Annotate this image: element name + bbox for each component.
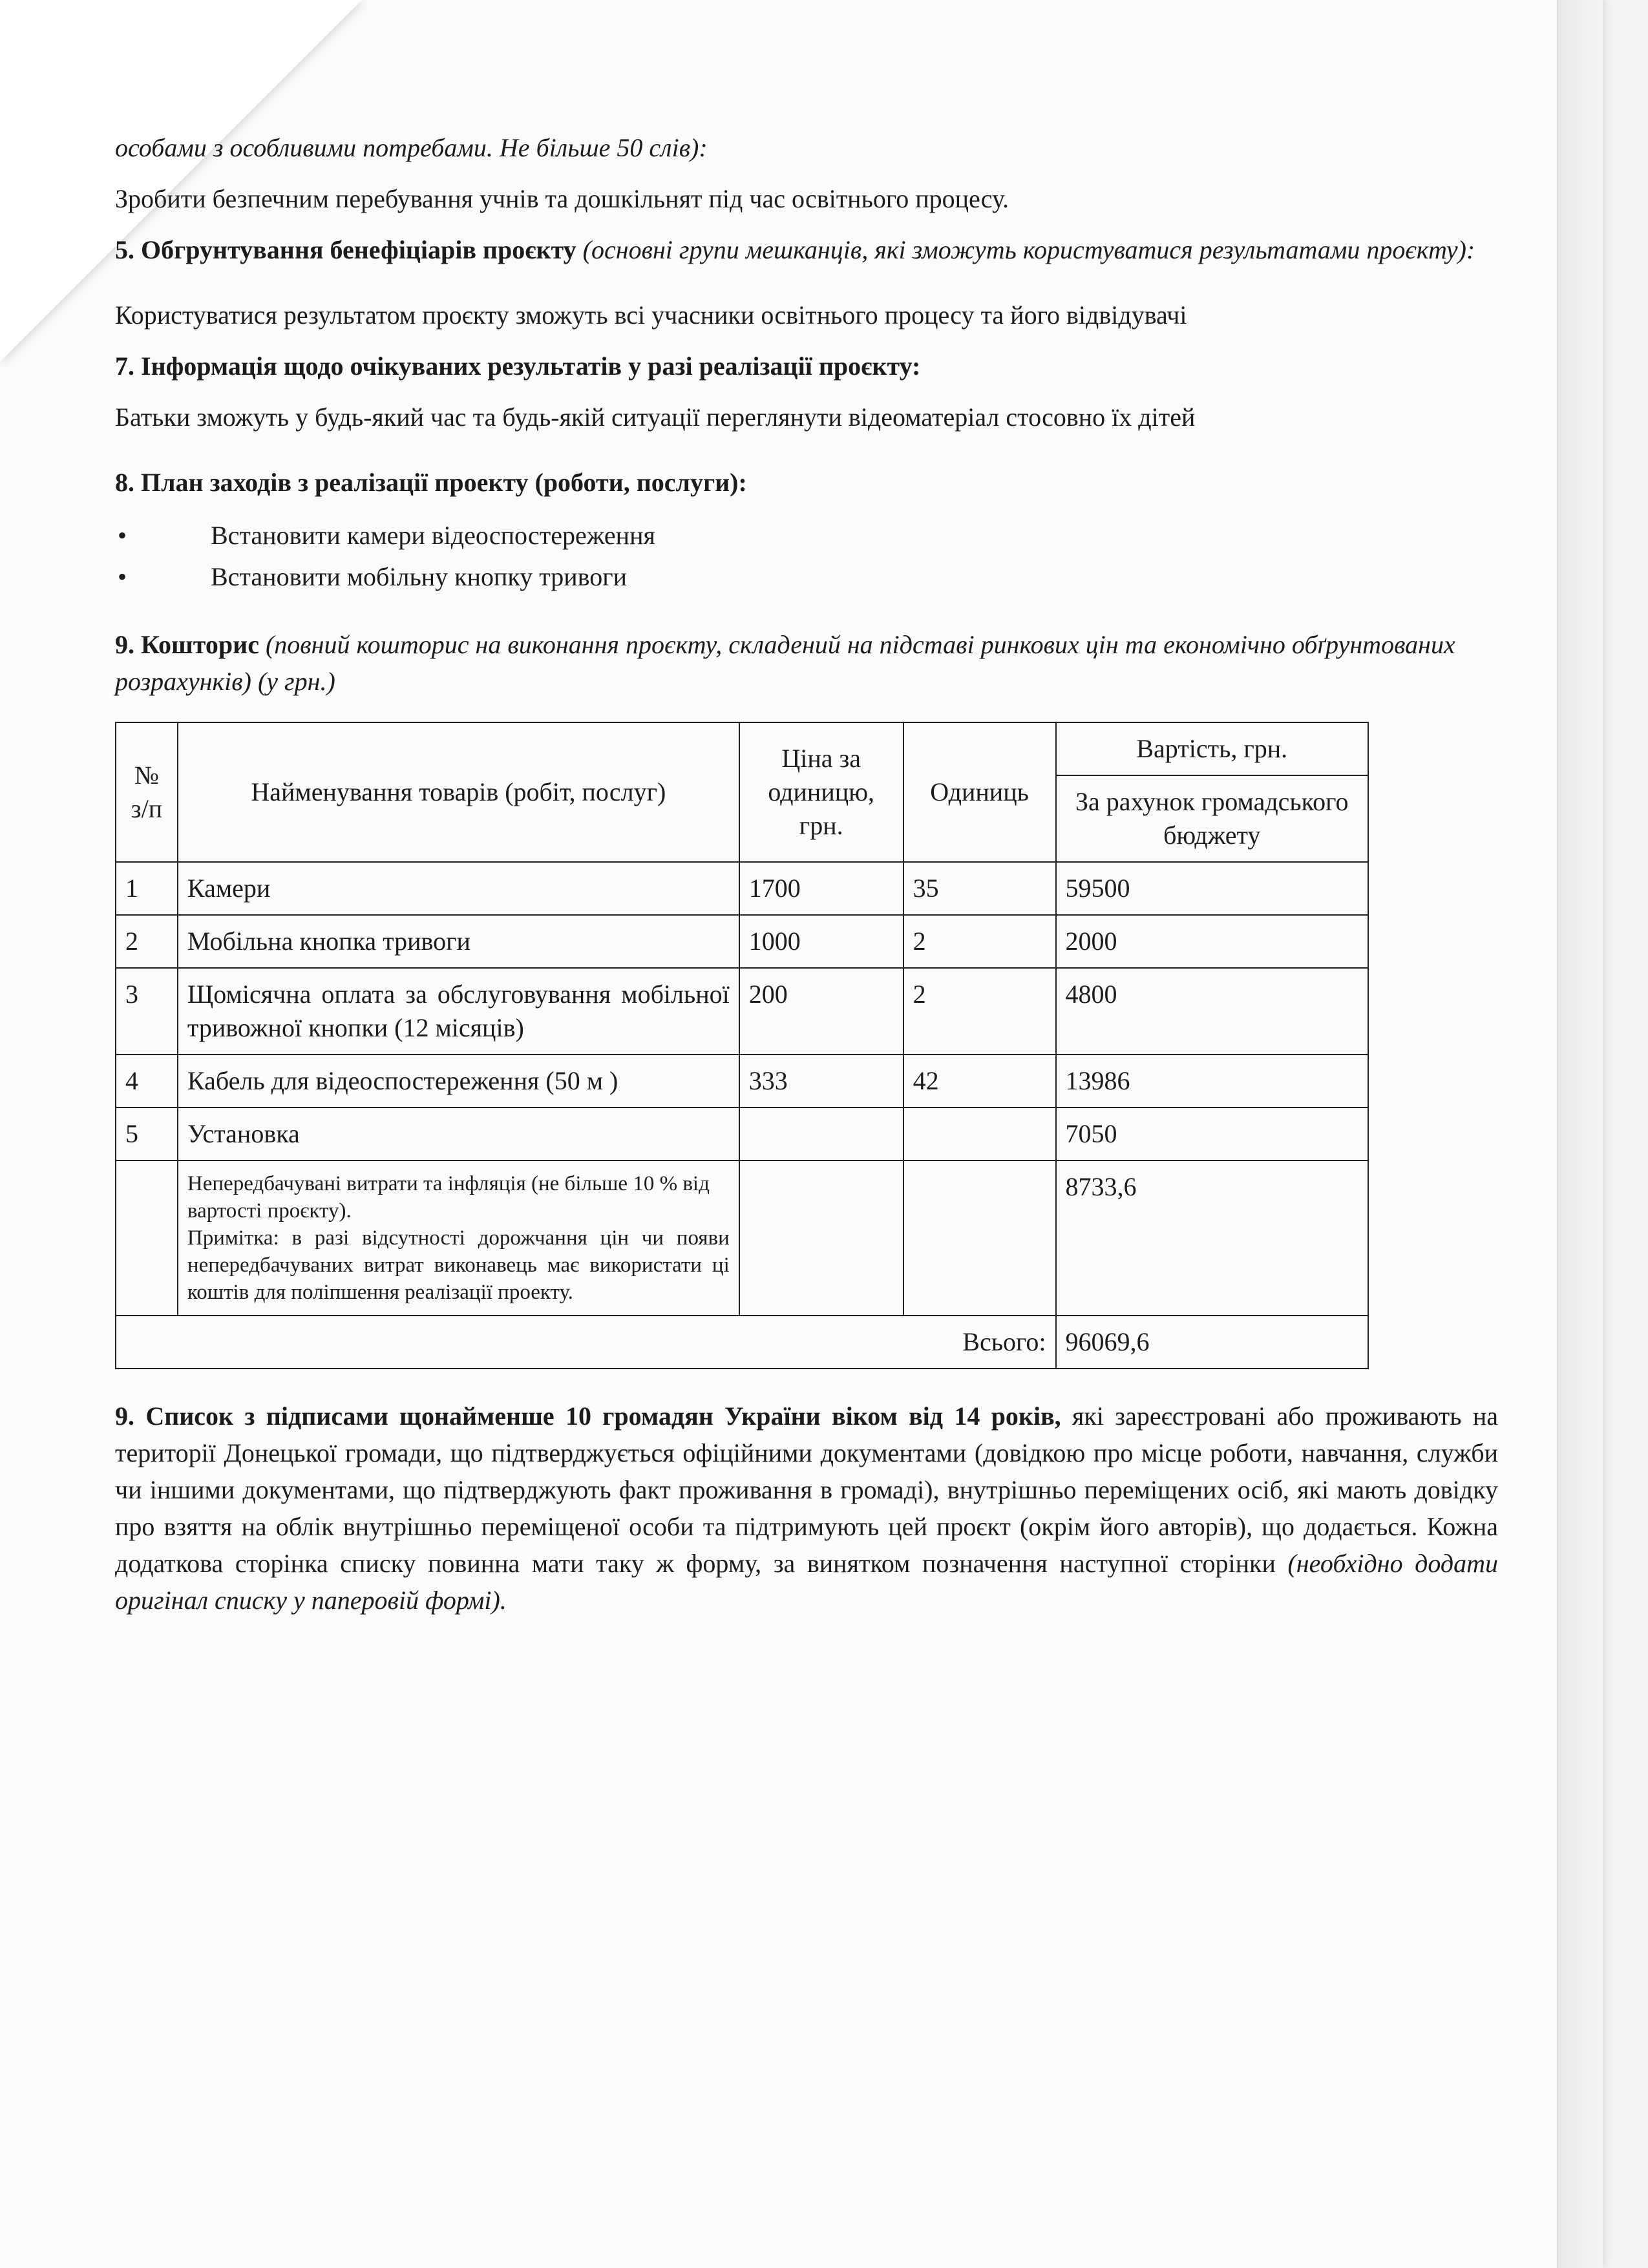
total-label: Всього: bbox=[116, 1316, 1056, 1369]
section-7-text: Батьки зможуть у будь-який час та будь-якій ситуації переглянути відеоматеріал стосовно їх дітей bbox=[115, 403, 1196, 432]
cell-num: 3 bbox=[116, 968, 178, 1055]
cell-total: 7050 bbox=[1056, 1108, 1369, 1160]
cell-total: 59500 bbox=[1056, 862, 1369, 915]
cell-num: 4 bbox=[116, 1055, 178, 1108]
section-9b bbox=[115, 1398, 1498, 1619]
header-cost: Вартість, грн. bbox=[1056, 722, 1369, 775]
section-5-heading: 5. Обгрунтування бенефіціарів проєкту bbox=[115, 235, 576, 264]
cell-total: 13986 bbox=[1056, 1055, 1369, 1108]
table-row bbox=[116, 968, 1368, 1055]
section-5-text: Користуватися результатом проєкту зможуть всі учасники освітнього процесу та його відвідувачі bbox=[115, 300, 1187, 330]
section-5-note: (основні групи мешканців, які зможуть користуватися результатами проєкту): bbox=[582, 235, 1475, 264]
cell-total: 8733,6 bbox=[1056, 1160, 1369, 1316]
cell-price bbox=[739, 1108, 903, 1160]
header-price: Ціна за одиницю, грн. bbox=[739, 722, 903, 862]
cell-name: Мобільна кнопка тривоги bbox=[178, 915, 739, 968]
cell-price: 333 bbox=[739, 1055, 903, 1108]
total-value: 96069,6 bbox=[1056, 1316, 1369, 1369]
cell-units: 2 bbox=[903, 968, 1056, 1055]
section-9b-heading: 9. Список з підписами щонайменше 10 громадян України віком від 14 років, bbox=[115, 1402, 1061, 1431]
page-edge bbox=[1557, 0, 1603, 2268]
cell-units: 2 bbox=[903, 915, 1056, 968]
cell-total: 4800 bbox=[1056, 968, 1369, 1055]
section-9 bbox=[115, 626, 1498, 700]
cell-price: 1000 bbox=[739, 915, 903, 968]
header-budget: За рахунок громадського бюджету bbox=[1056, 775, 1369, 862]
table-row bbox=[116, 1108, 1368, 1160]
cell-name: Установка bbox=[178, 1108, 739, 1160]
cell-num: 2 bbox=[116, 915, 178, 968]
cell-price: 1700 bbox=[739, 862, 903, 915]
section-8-heading: 8. План заходів з реалізації проекту (роботи, послуги): bbox=[115, 468, 747, 497]
cell-total: 2000 bbox=[1056, 915, 1369, 968]
document-content bbox=[115, 129, 1498, 1619]
cell-name: Камери bbox=[178, 862, 739, 915]
cell-name: Кабель для відеоспостереження (50 м ) bbox=[178, 1055, 739, 1108]
intro-fragment: особами з особливими потребами. Не більше 50 слів): bbox=[115, 133, 708, 162]
header-num: № з/п bbox=[116, 722, 178, 862]
cell-price: 200 bbox=[739, 968, 903, 1055]
section-9b-text: які зареєстровані або проживають на території Донецької громади, що підтверджується офіційними документами (довідкою про місце роботи, навчання, служби чи іншими документами, що підтверджують факт проживання в громаді), внутрішньо переміщених осіб, які мають довідку про взяття на облік внутрішньо переміщеної особи та підтримують цей проєкт (окрім його авторів), що додається. Кожна додаткова сторінка списку повинна мати таку ж форму, за винятком позначення наступної сторінки bbox=[115, 1402, 1499, 1578]
header-name: Найменування товарів (робіт, послуг) bbox=[178, 722, 739, 862]
budget-table bbox=[115, 722, 1369, 1369]
table-total-row bbox=[116, 1316, 1368, 1369]
cell-units: 42 bbox=[903, 1055, 1056, 1108]
cell-units: 35 bbox=[903, 862, 1056, 915]
table-row bbox=[116, 915, 1368, 968]
cell-units bbox=[903, 1108, 1056, 1160]
contingency-note: Примітка: в разі відсутності дорожчання цін чи появи непередбачуваних витрат виконавець має використати ці коштів для поліпшення реалізації проекту. bbox=[187, 1226, 730, 1304]
table-row bbox=[116, 1055, 1368, 1108]
section-7-heading: 7. Інформація щодо очікуваних результатів у разі реалізації проєкту: bbox=[115, 352, 921, 381]
table-header-row bbox=[116, 722, 1368, 775]
table-row bbox=[116, 862, 1368, 915]
cell-contingency bbox=[178, 1160, 739, 1316]
intro-answer: Зробити безпечним перебування учнів та дошкільнят під час освітнього процесу. bbox=[115, 184, 1009, 213]
cell-num bbox=[116, 1160, 178, 1316]
header-units: Одиниць bbox=[903, 722, 1056, 862]
cell-num: 1 bbox=[116, 862, 178, 915]
cell-name: Щомісячна оплата за обслуговування мобільної тривожної кнопки (12 місяців) bbox=[178, 968, 739, 1055]
contingency-label: Непередбачувані витрати та інфляція (не більше 10 % від вартості проєкту). bbox=[187, 1172, 710, 1223]
section-9-note: (повний кошторис на виконання проєкту, складений на підставі ринкових цін та економічно обґрунтованих розрахунків) (у грн.) bbox=[115, 630, 1455, 696]
table-row-contingency bbox=[116, 1160, 1368, 1316]
cell-units bbox=[903, 1160, 1056, 1316]
cell-price bbox=[739, 1160, 903, 1316]
cell-num: 5 bbox=[116, 1108, 178, 1160]
plan-item: • Встановити камери відеоспостереження bbox=[115, 515, 1498, 556]
plan-list bbox=[115, 515, 1498, 598]
section-9b-note: (необхідно додати оригінал списку у паперовій формі). bbox=[115, 1549, 1499, 1615]
plan-item: • Встановити мобільну кнопку тривоги bbox=[115, 556, 1498, 598]
section-5 bbox=[115, 231, 1498, 268]
section-9-heading: 9. Кошторис bbox=[115, 630, 259, 659]
